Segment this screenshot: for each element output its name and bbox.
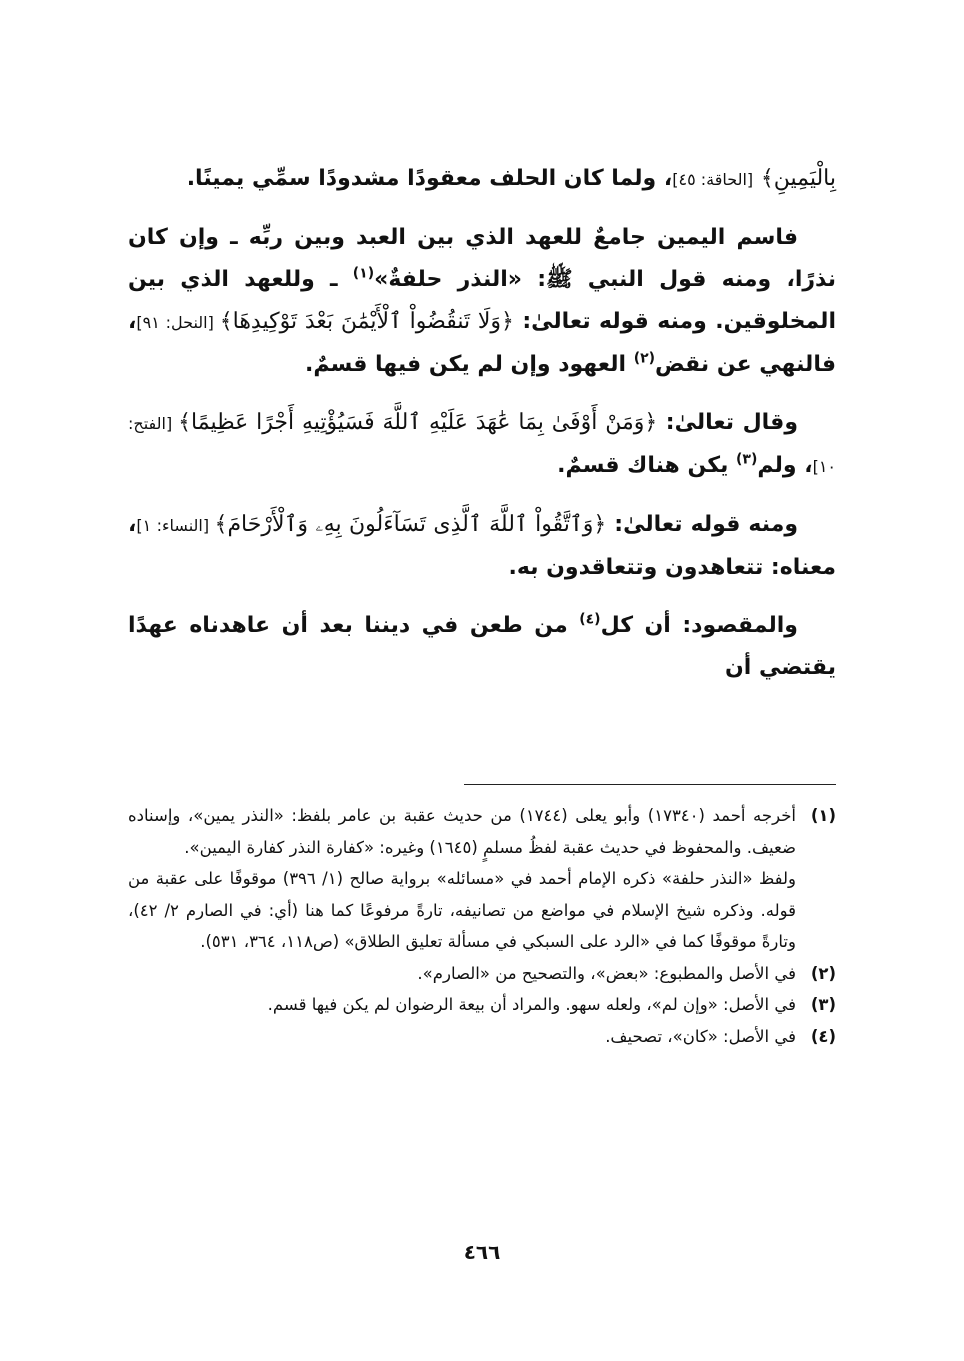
paragraph-text: ، معناه: تتعاهدون وتتعاقدون به. [128,512,836,580]
footnote-text: في الأصل: «كان»، تصحيف. [605,1026,796,1046]
footnote-body [128,958,796,990]
paragraph-text: ، ولما كان الحلف معقودًا مشدودًا سمِّي يمينًا. [186,166,673,191]
footnote-text: ولفظ «النذر حلفة» ذكره الإمام أحمد في «مسائله» برواية صالح (١/ ٣٩٦) موقوفًا على عقبة من قوله. وذكره شيخ الإسلام في مواضع من تصانيفه، تارةً مرفوعًا كما هنا (أي: في الصارم ٢/ ٤٢)، وتارةً موقوفًا كما في «الرد على السبكي في مسألة تعليق الطلاق» (ص١١٨، ٣٦٤، ٥٣١). [128,869,797,951]
quran-verse: بِالْيَمِينِ﴾ [760,166,836,191]
paragraph-text: وقال تعالىٰ: [657,410,799,435]
paragraph-1 [128,158,836,201]
footnote-number: (٢) [810,963,836,983]
paragraph-text: من طعن في ديننا بعد أن عاهدناه عهدًا يقتضي أن [128,613,836,680]
main-text [128,158,836,705]
footnote-body [128,989,796,1021]
verse-reference: [النساء: ١] [136,516,215,535]
paragraph-text: يكن هناك قسمٌ. [557,453,736,478]
footnote-3 [128,989,836,1021]
verse-reference: [الفتح: ١٠] [128,414,836,476]
verse-reference: [النحل: ٩١] [136,313,220,332]
footnote-ref-4[interactable]: (٤) [579,611,601,628]
footnote-number: (١) [810,806,836,825]
page-number: ٤٦٦ [463,1240,501,1264]
paragraph-2 [128,217,836,386]
footnotes [128,800,836,1052]
footnote-4 [128,1021,836,1053]
footnote-1 [128,800,836,958]
quran-verse: ﴿وَمَنْ أَوْفَىٰ بِمَا عَٰهَدَ عَلَيْهِ ٱللَّهَ فَسَيُؤْتِيهِ أَجْرًا عَظِيمًا﴾ [178,410,658,435]
footnote-number: (٣) [810,995,836,1014]
footnote-text: في الأصل والمطبوع: «بعض»، والتصحيح من «الصارم». [417,963,796,983]
paragraph-text: والمقصود: أن كل [600,613,798,638]
footnote-divider [464,784,836,785]
footnote-ref-1[interactable]: (١) [352,265,375,282]
footnote-text: أخرجه أحمد (١٧٣٤٠) وأبو يعلى (١٧٤٤) من حديث عقبة بن عامر بلفظ: «النذر يمين»، وإسناده ضعيف. والمحفوظ في حديث عقبة لفظُ مسلمٍ (١٦٤٥) وغيره: «كفارة النذر كفارة اليمين». [128,806,796,857]
paragraph-4 [128,504,836,589]
paragraph-text: فاسم اليمين جامعٌ للعهد الذي بين العبد وبين ربِّه ـ وإن كان نذرًا، ومنه قول النبي ﷺ: «النذر حلفةٌ» [128,225,836,292]
footnote-2 [128,958,836,990]
quran-verse: ﴿وَلَا تَنقُضُواْ ٱلْأَيْمَٰنَ بَعْدَ تَوْكِيدِهَا﴾ [219,309,514,334]
quran-verse: ﴿وَٱتَّقُواْ ٱللَّهَ ٱلَّذِى تَسَآءَلُونَ بِهِۦ وَٱلْأَرْحَامَ﴾ [214,512,607,537]
verse-reference: [الحاقة: ٤٥] [672,170,754,189]
footnote-body [128,1021,796,1053]
footnote-text: في الأصل: «وإن لم»، ولعله سهو. والمراد أن بيعة الرضوان لم يكن فيها قسم. [267,995,796,1014]
paragraph-text: ـ وللعهد الذي بين المخلوقين. ومنه قوله تعالىٰ: [128,267,836,334]
paragraph-text: ومنه قوله تعالىٰ: [606,512,799,537]
paragraph-text: ، فالنهي عن نقض [128,309,836,377]
paragraph-5 [128,605,836,689]
paragraph-3 [128,402,836,488]
paragraph-text: ، ولم [757,453,813,478]
footnote-ref-3[interactable]: (٣) [735,451,758,468]
footnote-ref-2[interactable]: (٢) [633,350,656,367]
paragraph-text: العهود وإن لم يكن فيها قسمٌ. [304,352,634,377]
footnote-body [128,800,796,958]
footnote-number: (٤) [810,1026,836,1046]
